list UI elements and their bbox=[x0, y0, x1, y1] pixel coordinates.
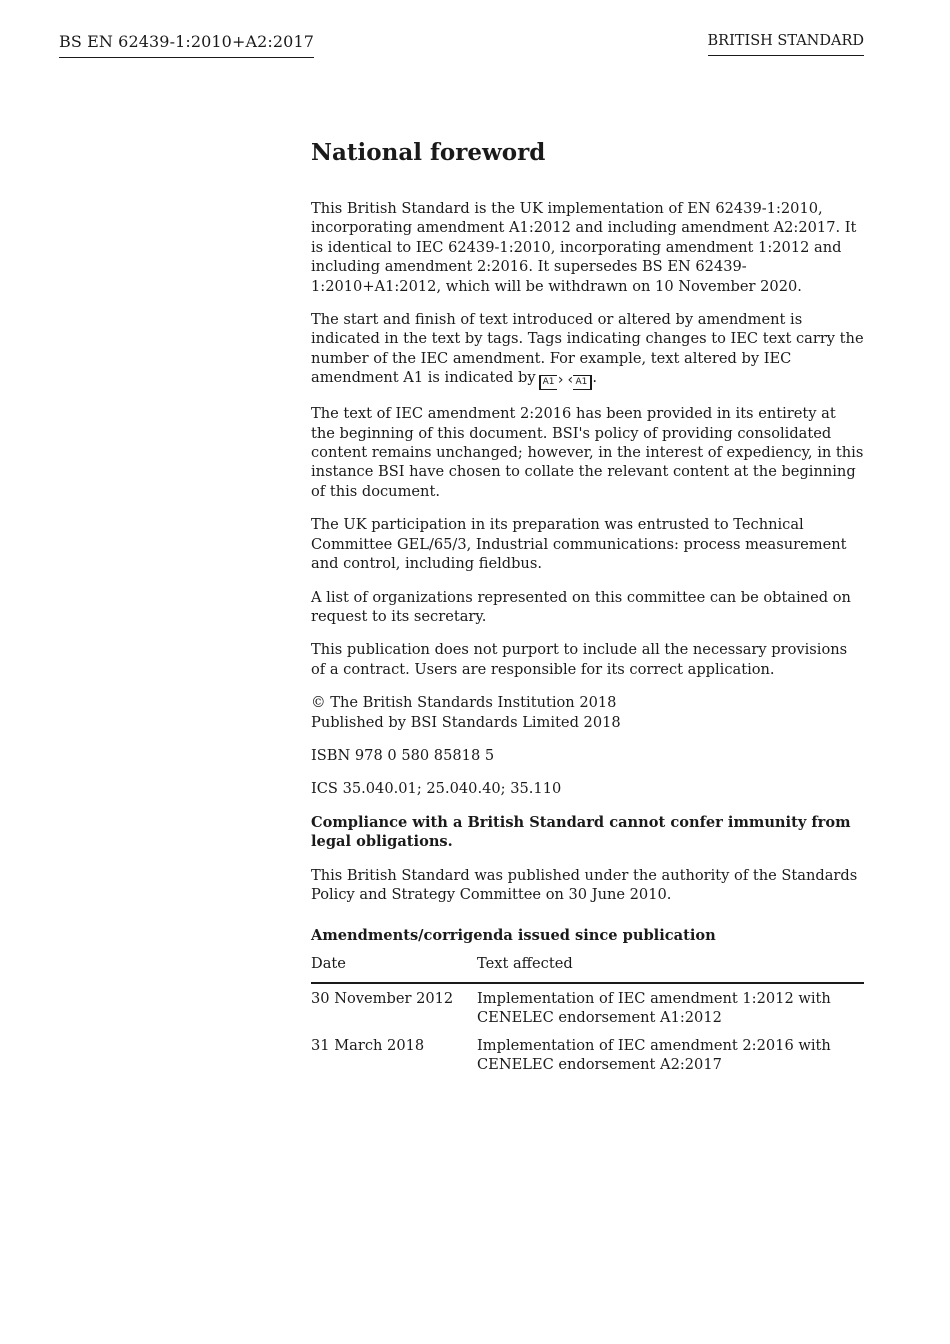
amendment-close-tag-icon: ‹ A1 bbox=[573, 375, 592, 390]
amendment-text bbox=[477, 1036, 864, 1075]
compliance-notice: Compliance with a British Standard cannot confer immunity from legal obligations. bbox=[311, 813, 851, 851]
foreword-body bbox=[311, 138, 864, 1074]
paragraph-tags-end: . bbox=[592, 369, 597, 387]
column-header-date: Date bbox=[311, 954, 477, 982]
paragraph-amendment-text: The text of IEC amendment 2:2016 has been provided in its entirety at the beginning of this document. BSI's policy of providing consolidated content remains unchanged; however, in the interest of expediency, in this instance BSI have chosen to collate the relevant content at the beginning of this document. bbox=[311, 405, 864, 500]
series-label: BRITISH STANDARD bbox=[708, 33, 865, 56]
paragraph-organizations: A list of organizations represented on this committee can be obtained on request to its secretary. bbox=[311, 588, 851, 625]
ics: ICS 35.040.01; 25.040.40; 35.110 bbox=[311, 780, 562, 798]
isbn: ISBN 978 0 580 85818 5 bbox=[311, 746, 495, 764]
amendment-date: 30 November 2012 bbox=[311, 989, 454, 1007]
table-row bbox=[311, 983, 864, 1036]
amendments-header-row bbox=[311, 954, 864, 982]
amendment-text-line: CENELEC endorsement A1:2012 bbox=[477, 1009, 722, 1027]
amendment-text-line: Implementation of IEC amendment 2:2016 with bbox=[477, 1036, 831, 1054]
amendments-table bbox=[311, 954, 864, 1074]
publication-authority: This British Standard was published under the authority of the Standards Policy and Strategy Committee on 30 June 2010. bbox=[311, 866, 858, 903]
amendment-text bbox=[477, 983, 864, 1036]
amendments-title: Amendments/corrigenda issued since publication bbox=[311, 927, 716, 945]
paragraph-committee: The UK participation in its preparation was entrusted to Technical Committee GEL/65/3, Industrial communications: process measurement and control, including fieldbus. bbox=[311, 516, 847, 573]
document-number: BS EN 62439-1:2010+A2:2017 bbox=[59, 32, 314, 58]
paragraph-implementation: This British Standard is the UK implementation of EN 62439-1:2010, incorporating amendment A1:2012 and including amendment A2:2017. It is identical to IEC 62439-1:2010, incorporating amendment 1:2012 and including amendment 2:2016. It supersedes BS EN 62439-1:2010+A1:2012, which will be withdrawn on 10 November 2020. bbox=[311, 200, 857, 295]
page-title: National foreword bbox=[311, 139, 546, 166]
copyright-block bbox=[311, 693, 864, 732]
amendment-text-line: CENELEC endorsement A2:2017 bbox=[477, 1056, 722, 1073]
paragraph-tags bbox=[311, 310, 864, 390]
column-header-text-affected: Text affected bbox=[477, 954, 864, 982]
table-row bbox=[311, 1036, 864, 1075]
amendment-date: 31 March 2018 bbox=[311, 1036, 425, 1054]
copyright-line: © The British Standards Institution 2018 bbox=[311, 694, 617, 712]
paragraph-provisions: This publication does not purport to include all the necessary provisions of a contract. Users are responsible for its correct application. bbox=[311, 641, 848, 678]
publisher-line: Published by BSI Standards Limited 2018 bbox=[311, 713, 621, 731]
amendment-text-line: Implementation of IEC amendment 1:2012 with bbox=[477, 989, 831, 1007]
amendment-open-tag-icon: A1 › bbox=[539, 375, 558, 390]
paragraph-tags-text: The start and finish of text introduced or altered by amendment is indicated in the text by tags. Tags indicating changes to IEC text carry the number of the IEC amendment. For example, text altered by IEC amendment A1 is indicated by bbox=[311, 311, 864, 387]
